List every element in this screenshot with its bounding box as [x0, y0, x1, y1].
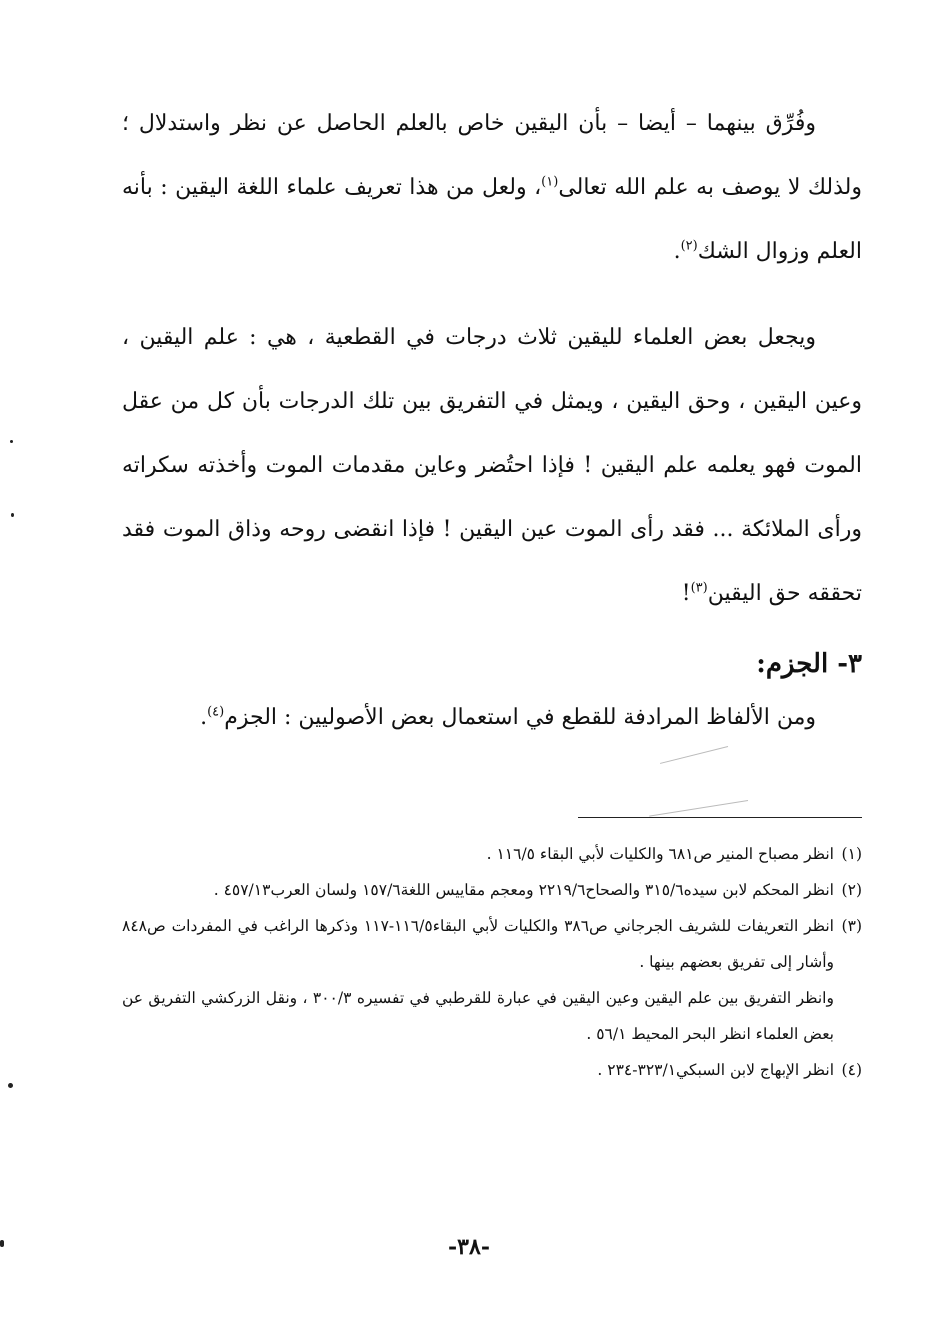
paragraph-yaqin-definition	[122, 92, 862, 284]
paragraph-text: ، ولعل من هذا تعريف علماء اللغة اليقين : بأنه العلم وزوال الشك	[122, 175, 862, 264]
paragraph-text: .	[200, 705, 208, 730]
footnote-separator	[578, 817, 862, 818]
scan-smudge	[660, 746, 728, 764]
paragraph-text: !	[681, 581, 691, 606]
scan-margin-mark	[10, 440, 13, 443]
page-number-text: -٣٨-	[448, 1234, 490, 1260]
page-number	[0, 1234, 938, 1260]
footnote-text: انظر الإبهاج لابن السبكي٣٢٣/١-٢٣٤ .	[597, 1061, 834, 1079]
footnote-1	[122, 836, 862, 872]
footnote-text: انظر المحكم لابن سيده٣١٥/٦ والصحاح٢٢١٩/٦ ومعجم مقاييس اللغة١٥٧/٦ ولسان العرب٤٥٧/١٣ .	[213, 881, 834, 899]
scan-margin-mark	[8, 1083, 13, 1088]
paragraph-text: .	[673, 239, 681, 264]
footnote-number: (٤)	[841, 1061, 862, 1079]
paragraph-text: وفُرِّق بينهما – أيضا – بأن اليقين خاص بالعلم الحاصل عن نظر واستدلال ؛ ولذلك لا يوصف به علم الله تعالى	[122, 111, 862, 200]
footnote-text: انظر التعريفات للشريف الجرجاني ص٣٨٦ والكليات لأبي البقاء١١٦/٥-١١٧ وذكرها الراغب في المفردات ص٨٤٨ وأشار إلى تفريق بعضهم بينها .	[122, 917, 834, 971]
paragraph-text: ومن الألفاظ المرادفة للقطع في استعمال بعض الأصوليين : الجزم	[224, 705, 816, 730]
footnote-reference-1[interactable]: (١)	[541, 174, 559, 190]
footnote-4	[122, 1052, 862, 1088]
footnote-3	[122, 908, 862, 980]
footnote-2	[122, 872, 862, 908]
paragraph-text: ويجعل بعض العلماء لليقين ثلاث درجات في القطعية ، هي : علم اليقين ، وعين اليقين ، وحق اليقين ، ويمثل في التفريق بين تلك الدرجات بأن كل من عقل الموت فهو يعلمه علم اليقين ! فإذا احتُضر وعاين مقدمات الموت وأخذته سكراته ورأى الملائكة ... فقد رأى الموت عين اليقين ! فإذا انقضى روحه وذاق الموت فقد تحققه حق اليقين	[122, 325, 863, 606]
footnote-reference-3[interactable]: (٣)	[690, 580, 708, 596]
footnote-text: انظر مصباح المنير ص٦٨١ والكليات لأبي البقاء ١١٦/٥ .	[486, 845, 834, 863]
footnote-number: (٢)	[841, 881, 862, 899]
footnote-number: (١)	[841, 845, 862, 863]
footnotes-section	[122, 836, 862, 1088]
footnote-3-continuation: وانظر التفريق بين علم اليقين وعين اليقين في عبارة للقرطبي في تفسيره ٣٠٠/٣ ، ونقل الزركشي التفريق عن بعض العلماء انظر البحر المحيط ٥٦/١ .	[122, 989, 834, 1043]
paragraph-jazm	[122, 692, 862, 744]
footnote-number: (٣)	[841, 917, 862, 935]
scan-margin-mark	[11, 513, 14, 517]
paragraph-yaqin-degrees	[122, 306, 862, 626]
scan-margin-mark	[0, 1240, 4, 1247]
main-text-body	[122, 92, 862, 744]
footnote-reference-2[interactable]: (٢)	[680, 238, 698, 254]
section-heading-jazm: ٣- الجزم:	[756, 649, 862, 679]
footnote-reference-4[interactable]: (٤)	[207, 704, 225, 720]
scan-smudge	[649, 800, 748, 817]
